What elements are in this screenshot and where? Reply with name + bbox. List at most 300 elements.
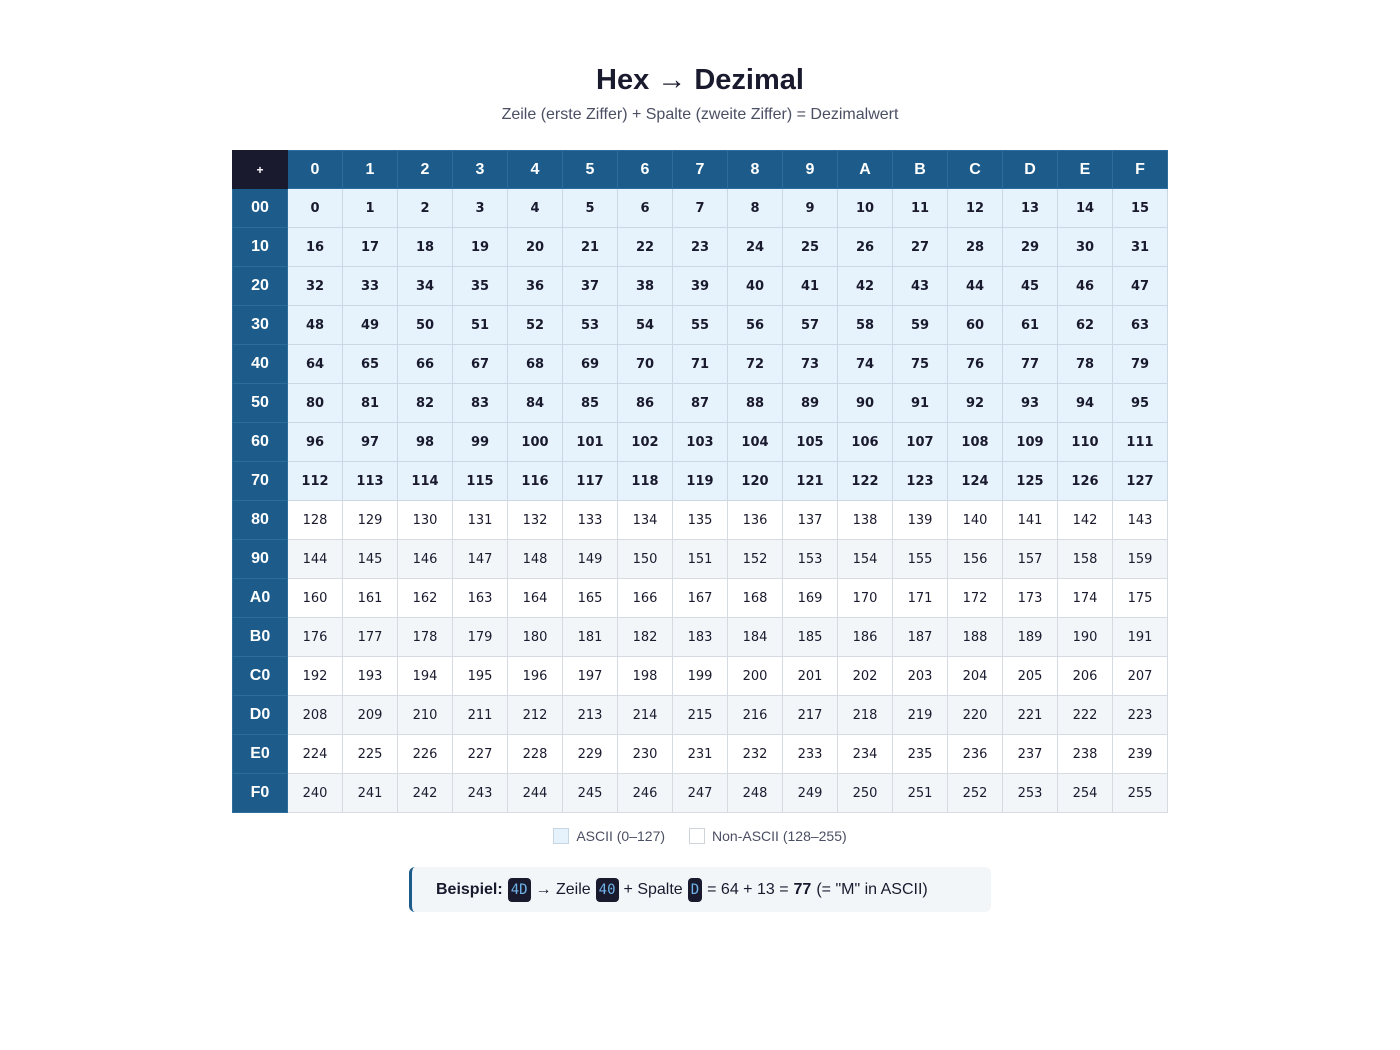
value-cell: 33 <box>343 267 398 306</box>
value-cell: 94 <box>1058 384 1113 423</box>
value-cell: 215 <box>673 696 728 735</box>
value-cell: 45 <box>1003 267 1058 306</box>
value-cell: 66 <box>398 345 453 384</box>
value-cell: 154 <box>838 540 893 579</box>
value-cell: 147 <box>453 540 508 579</box>
value-cell: 164 <box>508 579 563 618</box>
value-cell: 249 <box>783 774 838 813</box>
value-cell: 165 <box>563 579 618 618</box>
legend-ascii-label: ASCII (0–127) <box>576 828 666 844</box>
value-cell: 120 <box>728 462 783 501</box>
example-box <box>409 867 991 912</box>
value-cell: 197 <box>563 657 618 696</box>
value-cell: 157 <box>1003 540 1058 579</box>
value-cell: 133 <box>563 501 618 540</box>
value-cell: 239 <box>1113 735 1168 774</box>
value-cell: 77 <box>1003 345 1058 384</box>
value-cell: 106 <box>838 423 893 462</box>
value-cell: 3 <box>453 189 508 228</box>
value-cell: 202 <box>838 657 893 696</box>
value-cell: 60 <box>948 306 1003 345</box>
value-cell: 206 <box>1058 657 1113 696</box>
value-cell: 170 <box>838 579 893 618</box>
value-cell: 90 <box>838 384 893 423</box>
value-cell: 176 <box>288 618 343 657</box>
value-cell: 100 <box>508 423 563 462</box>
table-body <box>233 189 1168 813</box>
value-cell: 159 <box>1113 540 1168 579</box>
value-cell: 155 <box>893 540 948 579</box>
example-note: (= "M" in ASCII) <box>816 880 928 898</box>
value-cell: 232 <box>728 735 783 774</box>
value-cell: 181 <box>563 618 618 657</box>
value-cell: 217 <box>783 696 838 735</box>
value-cell: 218 <box>838 696 893 735</box>
value-cell: 166 <box>618 579 673 618</box>
value-cell: 69 <box>563 345 618 384</box>
value-cell: 72 <box>728 345 783 384</box>
value-cell: 47 <box>1113 267 1168 306</box>
value-cell: 91 <box>893 384 948 423</box>
nonascii-swatch <box>689 828 705 844</box>
value-cell: 225 <box>343 735 398 774</box>
value-cell: 111 <box>1113 423 1168 462</box>
value-cell: 223 <box>1113 696 1168 735</box>
value-cell: 136 <box>728 501 783 540</box>
table-row <box>233 228 1168 267</box>
value-cell: 244 <box>508 774 563 813</box>
example-col-text: + Spalte <box>623 880 683 898</box>
value-cell: 49 <box>343 306 398 345</box>
value-cell: 253 <box>1003 774 1058 813</box>
value-cell: 126 <box>1058 462 1113 501</box>
value-cell: 85 <box>563 384 618 423</box>
value-cell: 67 <box>453 345 508 384</box>
value-cell: 228 <box>508 735 563 774</box>
value-cell: 42 <box>838 267 893 306</box>
value-cell: 200 <box>728 657 783 696</box>
table-row <box>233 618 1168 657</box>
value-cell: 65 <box>343 345 398 384</box>
value-cell: 41 <box>783 267 838 306</box>
hex-decimal-table <box>232 150 1168 813</box>
value-cell: 104 <box>728 423 783 462</box>
value-cell: 116 <box>508 462 563 501</box>
value-cell: 199 <box>673 657 728 696</box>
value-cell: 149 <box>563 540 618 579</box>
value-cell: 121 <box>783 462 838 501</box>
value-cell: 29 <box>1003 228 1058 267</box>
example-hex-code: 4D <box>508 878 531 902</box>
value-cell: 76 <box>948 345 1003 384</box>
value-cell: 97 <box>343 423 398 462</box>
example-equation: = 64 + 13 = <box>707 880 789 898</box>
value-cell: 227 <box>453 735 508 774</box>
value-cell: 144 <box>288 540 343 579</box>
value-cell: 118 <box>618 462 673 501</box>
table-row <box>233 579 1168 618</box>
value-cell: 186 <box>838 618 893 657</box>
value-cell: 55 <box>673 306 728 345</box>
value-cell: 110 <box>1058 423 1113 462</box>
value-cell: 139 <box>893 501 948 540</box>
value-cell: 241 <box>343 774 398 813</box>
value-cell: 86 <box>618 384 673 423</box>
value-cell: 188 <box>948 618 1003 657</box>
value-cell: 146 <box>398 540 453 579</box>
column-header-C: C <box>948 151 1003 189</box>
value-cell: 105 <box>783 423 838 462</box>
value-cell: 71 <box>673 345 728 384</box>
value-cell: 148 <box>508 540 563 579</box>
value-cell: 250 <box>838 774 893 813</box>
row-header-00: 00 <box>233 189 288 228</box>
value-cell: 185 <box>783 618 838 657</box>
value-cell: 173 <box>1003 579 1058 618</box>
table-row <box>233 306 1168 345</box>
value-cell: 130 <box>398 501 453 540</box>
value-cell: 79 <box>1113 345 1168 384</box>
example-label: Beispiel: <box>436 880 503 898</box>
value-cell: 203 <box>893 657 948 696</box>
value-cell: 242 <box>398 774 453 813</box>
value-cell: 145 <box>343 540 398 579</box>
value-cell: 214 <box>618 696 673 735</box>
value-cell: 254 <box>1058 774 1113 813</box>
value-cell: 142 <box>1058 501 1113 540</box>
value-cell: 56 <box>728 306 783 345</box>
value-cell: 46 <box>1058 267 1113 306</box>
value-cell: 175 <box>1113 579 1168 618</box>
value-cell: 134 <box>618 501 673 540</box>
value-cell: 122 <box>838 462 893 501</box>
column-header-7: 7 <box>673 151 728 189</box>
example-row-text: → Zeile <box>535 880 591 898</box>
value-cell: 93 <box>1003 384 1058 423</box>
value-cell: 137 <box>783 501 838 540</box>
value-cell: 212 <box>508 696 563 735</box>
value-cell: 236 <box>948 735 1003 774</box>
value-cell: 80 <box>288 384 343 423</box>
row-header-90: 90 <box>233 540 288 579</box>
value-cell: 156 <box>948 540 1003 579</box>
value-cell: 138 <box>838 501 893 540</box>
value-cell: 23 <box>673 228 728 267</box>
value-cell: 51 <box>453 306 508 345</box>
value-cell: 16 <box>288 228 343 267</box>
value-cell: 75 <box>893 345 948 384</box>
value-cell: 34 <box>398 267 453 306</box>
value-cell: 1 <box>343 189 398 228</box>
column-header-0: 0 <box>288 151 343 189</box>
row-header-80: 80 <box>233 501 288 540</box>
value-cell: 125 <box>1003 462 1058 501</box>
value-cell: 19 <box>453 228 508 267</box>
value-cell: 38 <box>618 267 673 306</box>
value-cell: 82 <box>398 384 453 423</box>
row-header-70: 70 <box>233 462 288 501</box>
value-cell: 73 <box>783 345 838 384</box>
value-cell: 167 <box>673 579 728 618</box>
value-cell: 101 <box>563 423 618 462</box>
value-cell: 141 <box>1003 501 1058 540</box>
value-cell: 7 <box>673 189 728 228</box>
value-cell: 9 <box>783 189 838 228</box>
value-cell: 169 <box>783 579 838 618</box>
column-header-A: A <box>838 151 893 189</box>
value-cell: 230 <box>618 735 673 774</box>
value-cell: 221 <box>1003 696 1058 735</box>
value-cell: 35 <box>453 267 508 306</box>
value-cell: 233 <box>783 735 838 774</box>
value-cell: 63 <box>1113 306 1168 345</box>
value-cell: 124 <box>948 462 1003 501</box>
column-header-D: D <box>1003 151 1058 189</box>
example-row-code: 40 <box>596 878 619 902</box>
value-cell: 50 <box>398 306 453 345</box>
value-cell: 108 <box>948 423 1003 462</box>
row-header-B0: B0 <box>233 618 288 657</box>
value-cell: 78 <box>1058 345 1113 384</box>
value-cell: 114 <box>398 462 453 501</box>
value-cell: 143 <box>1113 501 1168 540</box>
value-cell: 238 <box>1058 735 1113 774</box>
value-cell: 240 <box>288 774 343 813</box>
value-cell: 172 <box>948 579 1003 618</box>
value-cell: 213 <box>563 696 618 735</box>
example-result: 77 <box>793 880 812 898</box>
value-cell: 216 <box>728 696 783 735</box>
value-cell: 177 <box>343 618 398 657</box>
example-col-code: D <box>688 878 702 902</box>
value-cell: 243 <box>453 774 508 813</box>
value-cell: 178 <box>398 618 453 657</box>
table-row <box>233 540 1168 579</box>
value-cell: 135 <box>673 501 728 540</box>
value-cell: 246 <box>618 774 673 813</box>
value-cell: 226 <box>398 735 453 774</box>
value-cell: 151 <box>673 540 728 579</box>
value-cell: 195 <box>453 657 508 696</box>
value-cell: 83 <box>453 384 508 423</box>
table-row <box>233 423 1168 462</box>
value-cell: 192 <box>288 657 343 696</box>
value-cell: 61 <box>1003 306 1058 345</box>
value-cell: 43 <box>893 267 948 306</box>
value-cell: 37 <box>563 267 618 306</box>
value-cell: 245 <box>563 774 618 813</box>
table-row <box>233 501 1168 540</box>
legend <box>0 828 1400 844</box>
value-cell: 231 <box>673 735 728 774</box>
value-cell: 219 <box>893 696 948 735</box>
value-cell: 39 <box>673 267 728 306</box>
row-header-40: 40 <box>233 345 288 384</box>
value-cell: 24 <box>728 228 783 267</box>
value-cell: 222 <box>1058 696 1113 735</box>
row-header-10: 10 <box>233 228 288 267</box>
value-cell: 21 <box>563 228 618 267</box>
value-cell: 119 <box>673 462 728 501</box>
value-cell: 131 <box>453 501 508 540</box>
value-cell: 27 <box>893 228 948 267</box>
value-cell: 96 <box>288 423 343 462</box>
value-cell: 168 <box>728 579 783 618</box>
value-cell: 182 <box>618 618 673 657</box>
value-cell: 54 <box>618 306 673 345</box>
value-cell: 132 <box>508 501 563 540</box>
value-cell: 179 <box>453 618 508 657</box>
value-cell: 248 <box>728 774 783 813</box>
value-cell: 52 <box>508 306 563 345</box>
column-header-F: F <box>1113 151 1168 189</box>
value-cell: 8 <box>728 189 783 228</box>
value-cell: 237 <box>1003 735 1058 774</box>
row-header-50: 50 <box>233 384 288 423</box>
value-cell: 153 <box>783 540 838 579</box>
value-cell: 205 <box>1003 657 1058 696</box>
value-cell: 194 <box>398 657 453 696</box>
row-header-E0: E0 <box>233 735 288 774</box>
value-cell: 18 <box>398 228 453 267</box>
value-cell: 25 <box>783 228 838 267</box>
row-header-D0: D0 <box>233 696 288 735</box>
value-cell: 40 <box>728 267 783 306</box>
table-row <box>233 189 1168 228</box>
value-cell: 171 <box>893 579 948 618</box>
value-cell: 208 <box>288 696 343 735</box>
row-header-C0: C0 <box>233 657 288 696</box>
value-cell: 22 <box>618 228 673 267</box>
value-cell: 224 <box>288 735 343 774</box>
row-header-20: 20 <box>233 267 288 306</box>
legend-item-ascii <box>553 828 665 844</box>
value-cell: 158 <box>1058 540 1113 579</box>
value-cell: 26 <box>838 228 893 267</box>
value-cell: 129 <box>343 501 398 540</box>
value-cell: 191 <box>1113 618 1168 657</box>
value-cell: 11 <box>893 189 948 228</box>
value-cell: 81 <box>343 384 398 423</box>
value-cell: 174 <box>1058 579 1113 618</box>
value-cell: 211 <box>453 696 508 735</box>
table-row <box>233 345 1168 384</box>
value-cell: 184 <box>728 618 783 657</box>
value-cell: 210 <box>398 696 453 735</box>
table-row <box>233 267 1168 306</box>
value-cell: 229 <box>563 735 618 774</box>
value-cell: 92 <box>948 384 1003 423</box>
value-cell: 152 <box>728 540 783 579</box>
page-title: Hex → Dezimal <box>596 64 804 96</box>
value-cell: 255 <box>1113 774 1168 813</box>
column-header-2: 2 <box>398 151 453 189</box>
corner-cell: + <box>233 151 288 189</box>
value-cell: 4 <box>508 189 563 228</box>
value-cell: 70 <box>618 345 673 384</box>
column-header-4: 4 <box>508 151 563 189</box>
value-cell: 115 <box>453 462 508 501</box>
value-cell: 99 <box>453 423 508 462</box>
value-cell: 127 <box>1113 462 1168 501</box>
value-cell: 183 <box>673 618 728 657</box>
value-cell: 180 <box>508 618 563 657</box>
value-cell: 128 <box>288 501 343 540</box>
row-header-30: 30 <box>233 306 288 345</box>
value-cell: 14 <box>1058 189 1113 228</box>
value-cell: 57 <box>783 306 838 345</box>
table-row <box>233 696 1168 735</box>
table-row <box>233 774 1168 813</box>
table-row <box>233 384 1168 423</box>
table-row <box>233 462 1168 501</box>
value-cell: 89 <box>783 384 838 423</box>
value-cell: 140 <box>948 501 1003 540</box>
value-cell: 196 <box>508 657 563 696</box>
value-cell: 20 <box>508 228 563 267</box>
value-cell: 5 <box>563 189 618 228</box>
column-header-9: 9 <box>783 151 838 189</box>
column-header-E: E <box>1058 151 1113 189</box>
value-cell: 53 <box>563 306 618 345</box>
value-cell: 235 <box>893 735 948 774</box>
value-cell: 95 <box>1113 384 1168 423</box>
value-cell: 190 <box>1058 618 1113 657</box>
value-cell: 10 <box>838 189 893 228</box>
column-header-B: B <box>893 151 948 189</box>
value-cell: 209 <box>343 696 398 735</box>
value-cell: 88 <box>728 384 783 423</box>
value-cell: 0 <box>288 189 343 228</box>
value-cell: 189 <box>1003 618 1058 657</box>
value-cell: 252 <box>948 774 1003 813</box>
value-cell: 32 <box>288 267 343 306</box>
value-cell: 187 <box>893 618 948 657</box>
column-header-row <box>233 151 1168 189</box>
value-cell: 162 <box>398 579 453 618</box>
value-cell: 31 <box>1113 228 1168 267</box>
value-cell: 28 <box>948 228 1003 267</box>
column-header-1: 1 <box>343 151 398 189</box>
value-cell: 201 <box>783 657 838 696</box>
legend-nonascii-label: Non-ASCII (128–255) <box>712 828 847 844</box>
value-cell: 17 <box>343 228 398 267</box>
value-cell: 161 <box>343 579 398 618</box>
value-cell: 36 <box>508 267 563 306</box>
table-row <box>233 657 1168 696</box>
value-cell: 163 <box>453 579 508 618</box>
value-cell: 123 <box>893 462 948 501</box>
value-cell: 13 <box>1003 189 1058 228</box>
value-cell: 84 <box>508 384 563 423</box>
page-subtitle: Zeile (erste Ziffer) + Spalte (zweite Ziffer) = Dezimalwert <box>501 106 899 123</box>
value-cell: 48 <box>288 306 343 345</box>
value-cell: 15 <box>1113 189 1168 228</box>
value-cell: 150 <box>618 540 673 579</box>
value-cell: 12 <box>948 189 1003 228</box>
value-cell: 204 <box>948 657 1003 696</box>
value-cell: 251 <box>893 774 948 813</box>
value-cell: 62 <box>1058 306 1113 345</box>
value-cell: 103 <box>673 423 728 462</box>
value-cell: 234 <box>838 735 893 774</box>
value-cell: 198 <box>618 657 673 696</box>
value-cell: 112 <box>288 462 343 501</box>
value-cell: 2 <box>398 189 453 228</box>
value-cell: 87 <box>673 384 728 423</box>
value-cell: 193 <box>343 657 398 696</box>
value-cell: 44 <box>948 267 1003 306</box>
